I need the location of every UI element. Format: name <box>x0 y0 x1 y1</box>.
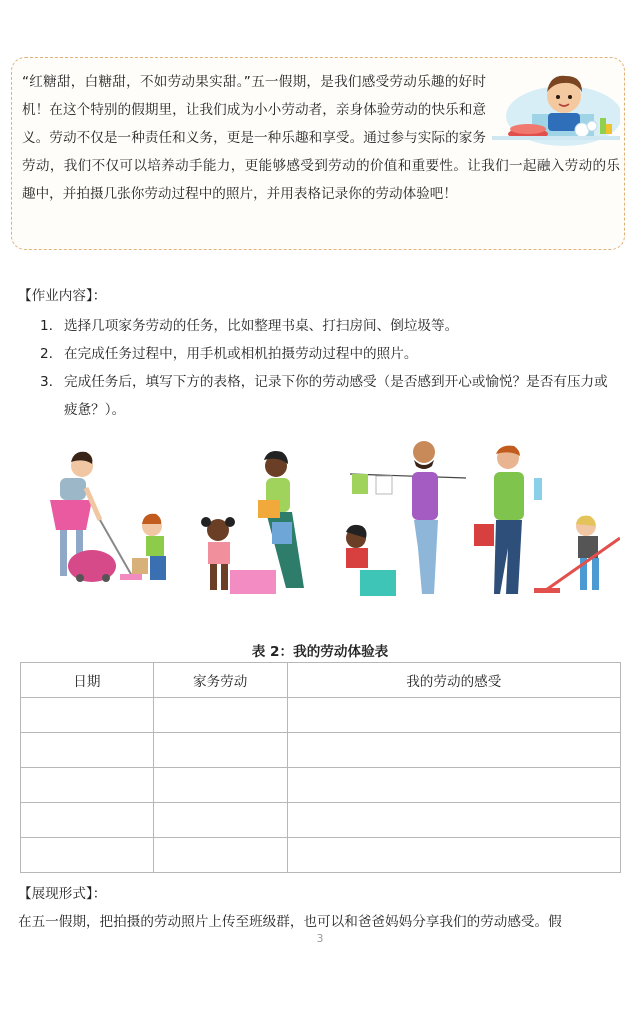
page-number: 3 <box>316 932 324 945</box>
girl-with-basket-figure <box>346 525 396 596</box>
table-cell <box>287 768 620 803</box>
table-cell <box>287 838 620 873</box>
boy-mopping-figure <box>534 516 620 593</box>
table-cell <box>21 733 154 768</box>
man-with-spray-bottle-figure <box>474 446 542 594</box>
woman-folding-clothes-figure <box>258 451 304 588</box>
table-cell <box>153 733 287 768</box>
presentation-text: 在五一假期，把拍摄的劳动照片上传至班级群，也可以和爸爸妈妈分享我们的劳动感受。假 <box>18 914 562 930</box>
labor-experience-table <box>20 662 621 873</box>
table-cell <box>287 698 620 733</box>
table-cell <box>21 838 154 873</box>
list-item-number: 1. <box>40 318 53 334</box>
list-item <box>40 312 620 340</box>
girl-carrying-basket-figure <box>201 517 276 594</box>
list-item <box>40 340 620 368</box>
intro-paragraph-container <box>22 68 620 208</box>
table-row <box>21 768 621 803</box>
presentation-heading: 【展现形式】： <box>18 886 107 902</box>
table-row <box>21 803 621 838</box>
boy-washing-dishes-illustration <box>492 68 620 148</box>
family-chores-illustration <box>20 438 620 608</box>
boy-kneeling-figure <box>132 514 166 580</box>
homework-heading: 【作业内容】： <box>18 288 107 304</box>
homework-list <box>40 312 620 424</box>
table-cell <box>21 698 154 733</box>
list-item-text: 选择几项家务劳动的任务，比如整理书桌、打扫房间、倒垃圾等。 <box>64 318 459 334</box>
header-housework: 家务劳动 <box>153 663 287 698</box>
list-item-text: 完成任务后，填写下方的表格，记录下你的劳动感受（是否感到开心或愉悦？是否有压力或疲惫？）。 <box>64 374 608 418</box>
list-item-number: 3. <box>40 374 53 390</box>
list-item-number: 2. <box>40 346 53 362</box>
table-cell <box>21 768 154 803</box>
header-date: 日期 <box>21 663 154 698</box>
table-cell <box>153 698 287 733</box>
table-header-row <box>21 663 621 698</box>
table-cell <box>153 768 287 803</box>
header-feelings: 我的劳动的感受 <box>287 663 620 698</box>
table-cell <box>153 803 287 838</box>
intro-paragraph: “红糖甜，白糖甜，不如劳动果实甜。”五一假期，是我们感受劳动乐趣的好时机！在这个特别的假期里，让我们成为小小劳动者，亲身体验劳动的快乐和意义。劳动不仅是一种责任和义务，更是一种乐趣和享受。通过参与实际的家务劳动，我们不仅可以培养动手能力，更能够感受到劳动的价值和重要性。让我们一起融入劳动的乐趣中，并拍摄几张你劳动过程中的照片，并用表格记录你的劳动体验吧！ <box>22 74 620 202</box>
table-row <box>21 698 621 733</box>
list-item-text: 在完成任务过程中，用手机或相机拍摄劳动过程中的照片。 <box>64 346 418 362</box>
table-cell <box>287 733 620 768</box>
table-cell <box>153 838 287 873</box>
table-cell <box>287 803 620 838</box>
table-row <box>21 838 621 873</box>
table-cell <box>21 803 154 838</box>
woman-vacuuming-figure <box>50 452 142 582</box>
list-item <box>40 368 620 424</box>
table-row <box>21 733 621 768</box>
table-caption: 表 2：我的劳动体验表 <box>251 644 389 660</box>
